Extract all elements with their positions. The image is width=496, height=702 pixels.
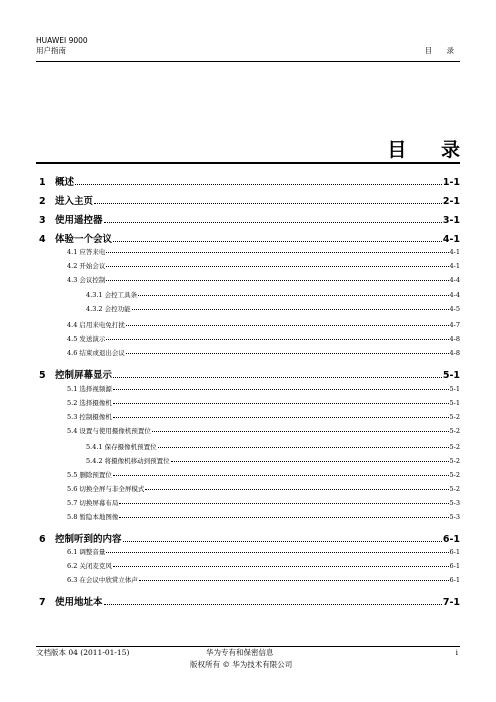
toc-entry-label: 5.4.2 将摄像机移动到预置位 xyxy=(86,457,170,465)
toc-entry[interactable] xyxy=(36,531,460,545)
toc-entry[interactable] xyxy=(36,320,460,329)
toc-leader-dots xyxy=(104,221,442,223)
toc-chapter-number: 1 xyxy=(39,177,46,188)
toc-leader-dots xyxy=(138,294,448,296)
toc-page-number: 3-1 xyxy=(442,215,460,226)
toc-entry-label: 4.4 启用来电免打扰 xyxy=(67,321,125,329)
toc-leader-dots xyxy=(94,202,442,204)
toc-page-number: 5-2 xyxy=(449,457,460,465)
toc-leader-dots xyxy=(171,460,449,462)
footer-copyright: 版权所有 © 华为技术有限公司 xyxy=(190,660,293,669)
toc-entry[interactable] xyxy=(36,247,460,256)
toc-chapter-number: 5 xyxy=(39,370,46,381)
toc-entry[interactable] xyxy=(36,304,460,313)
footer-confidential: 华为专有和保密信息 xyxy=(206,648,274,657)
toc-entry[interactable] xyxy=(36,231,460,245)
toc-entry[interactable] xyxy=(36,384,460,393)
header-product: HUAWEI 9000 xyxy=(36,36,88,45)
toc-leader-dots xyxy=(123,540,442,542)
toc-page-number: 4-8 xyxy=(449,335,460,343)
toc-chapter-title: 控制屏幕显示 xyxy=(55,370,113,381)
toc-chapter-number: 2 xyxy=(39,196,46,207)
toc-entry[interactable] xyxy=(36,398,460,407)
toc-entry[interactable] xyxy=(36,174,460,188)
footer-doc-version: 文档版本 04 (2011-01-15) xyxy=(36,648,130,657)
toc-entry[interactable] xyxy=(36,290,460,299)
toc-page-number: 1-1 xyxy=(442,177,460,188)
toc-entry-label: 5.4 设置与使用摄像机预置位 xyxy=(67,427,151,435)
toc-leader-dots xyxy=(113,474,449,476)
toc-page-number: 4-5 xyxy=(449,305,460,313)
toc-entry-label: 5.3 控制摄像机 xyxy=(67,413,112,421)
toc-page-number: 4-4 xyxy=(449,276,460,284)
toc-page-number: 6-1 xyxy=(449,576,460,584)
toc-leader-dots xyxy=(119,502,448,504)
page-title: 目 录 xyxy=(387,139,474,161)
title-rule xyxy=(36,162,460,164)
toc-entry-label: 4.3 会议控制 xyxy=(67,276,106,284)
toc-leader-dots xyxy=(132,308,449,310)
toc-page-number: 5-1 xyxy=(442,370,460,381)
toc-chapter-number: 3 xyxy=(39,215,46,226)
toc-entry-label xyxy=(36,212,103,226)
toc-entry[interactable] xyxy=(36,498,460,507)
toc-leader-dots xyxy=(113,240,442,242)
toc-page-number: 6-1 xyxy=(449,548,460,556)
toc-leader-dots xyxy=(113,402,449,404)
toc-entry-label xyxy=(36,231,112,245)
toc-leader-dots xyxy=(152,430,449,432)
toc-leader-dots xyxy=(106,265,448,267)
toc-entry-label: 6.3 在会议中欣赏立体声 xyxy=(67,576,138,584)
toc-page-number: 4-8 xyxy=(449,349,460,357)
toc-leader-dots xyxy=(75,183,442,185)
toc-entry[interactable] xyxy=(36,193,460,207)
toc-entry[interactable] xyxy=(36,275,460,284)
toc-page-number: 5-3 xyxy=(449,499,460,507)
toc-leader-dots xyxy=(113,376,442,378)
toc-entry[interactable] xyxy=(36,334,460,343)
footer-page-number: i xyxy=(455,648,458,657)
header-rule xyxy=(36,61,460,62)
toc-entry-label xyxy=(36,193,93,207)
toc-leader-dots xyxy=(145,488,448,490)
toc-chapter-number: 7 xyxy=(39,597,46,608)
toc-entry-label: 4.5 发送演示 xyxy=(67,335,106,343)
toc-entry-label xyxy=(36,531,122,545)
toc-page-number: 4-4 xyxy=(449,291,460,299)
toc-entry-label: 6.1 调整音量 xyxy=(67,548,106,556)
toc-entry-label xyxy=(36,367,112,381)
toc-page-number: 4-1 xyxy=(449,262,460,270)
toc-entry-label: 5.4.1 保存摄像机预置位 xyxy=(86,443,157,451)
toc-page-number: 5-3 xyxy=(449,513,460,521)
toc-chapter-title: 进入主页 xyxy=(55,196,94,207)
toc-leader-dots xyxy=(158,446,449,448)
toc-entry-label: 4.6 结束或退出会议 xyxy=(67,349,125,357)
toc-page-number: 5-2 xyxy=(449,471,460,479)
toc-leader-dots xyxy=(139,579,449,581)
toc-page-number: 5-1 xyxy=(449,385,460,393)
toc-leader-dots xyxy=(113,388,449,390)
toc-entry[interactable] xyxy=(36,484,460,493)
toc-leader-dots xyxy=(113,565,449,567)
toc-entry[interactable] xyxy=(36,412,460,421)
toc-chapter-number: 4 xyxy=(39,234,46,245)
toc-chapter-number: 6 xyxy=(39,534,46,545)
toc-entry-label: 4.2 开始会议 xyxy=(67,262,106,270)
toc-page-number: 6-1 xyxy=(449,562,460,570)
toc-entry-label: 4.3.1 会控工具条 xyxy=(86,291,138,299)
toc-leader-dots xyxy=(106,338,448,340)
toc-entry[interactable] xyxy=(36,426,460,435)
toc-entry-label: 5.5 删除预置位 xyxy=(67,471,112,479)
toc-entry-label: 5.7 切换屏幕布局 xyxy=(67,499,119,507)
toc-leader-dots xyxy=(104,603,442,605)
toc-entry[interactable] xyxy=(36,348,460,357)
toc-entry[interactable] xyxy=(36,512,460,521)
toc-entry[interactable] xyxy=(36,367,460,381)
toc-page-number: 2-1 xyxy=(442,196,460,207)
header-guide: 用户指南 xyxy=(36,46,66,55)
toc-chapter-title: 控制听到的内容 xyxy=(55,534,122,545)
toc-page-number: 5-2 xyxy=(449,413,460,421)
toc-chapter-title: 体验一个会议 xyxy=(55,234,113,245)
toc-leader-dots xyxy=(106,551,448,553)
toc-leader-dots xyxy=(119,516,448,518)
toc-entry-label xyxy=(36,174,74,188)
toc-leader-dots xyxy=(106,279,448,281)
toc-entry[interactable] xyxy=(36,575,460,584)
toc-chapter-title: 概述 xyxy=(55,177,75,188)
toc-page-number: 5-1 xyxy=(449,399,460,407)
toc-entry[interactable] xyxy=(36,470,460,479)
toc-page-number: 4-1 xyxy=(442,234,460,245)
toc-page-number: 4-7 xyxy=(449,321,460,329)
toc-entry[interactable] xyxy=(36,261,460,270)
toc-entry-label: 5.6 切换全屏与非全屏模式 xyxy=(67,485,145,493)
toc-entry[interactable] xyxy=(36,442,460,451)
toc-entry[interactable] xyxy=(36,212,460,226)
toc-leader-dots xyxy=(126,324,449,326)
toc-entry-label: 5.2 选择摄像机 xyxy=(67,399,112,407)
toc-entry[interactable] xyxy=(36,594,460,608)
toc-leader-dots xyxy=(113,416,449,418)
toc-page-number: 5-2 xyxy=(449,485,460,493)
toc-entry-label: 5.1 选择视频源 xyxy=(67,385,112,393)
toc-entry[interactable] xyxy=(36,456,460,465)
toc-leader-dots xyxy=(106,251,448,253)
toc-page-number: 5-2 xyxy=(449,443,460,451)
toc-entry-label: 4.3.2 会控功能 xyxy=(86,305,131,313)
toc-leader-dots xyxy=(126,352,449,354)
toc-entry-label: 4.1 应答来电 xyxy=(67,248,106,256)
header-section: 目 录 xyxy=(424,46,460,55)
toc-page-number: 4-1 xyxy=(449,248,460,256)
footer-rule xyxy=(36,646,460,647)
toc-page-number: 5-2 xyxy=(449,427,460,435)
toc-entry-label xyxy=(36,594,103,608)
toc-entry[interactable] xyxy=(36,561,460,570)
toc-chapter-title: 使用地址本 xyxy=(55,597,103,608)
toc-entry-label: 6.2 关闭麦克风 xyxy=(67,562,112,570)
toc-page-number: 6-1 xyxy=(442,534,460,545)
toc-page-number: 7-1 xyxy=(442,597,460,608)
toc-entry-label: 5.8 暂隐本地图像 xyxy=(67,513,119,521)
toc-entry[interactable] xyxy=(36,547,460,556)
toc-chapter-title: 使用遥控器 xyxy=(55,215,103,226)
